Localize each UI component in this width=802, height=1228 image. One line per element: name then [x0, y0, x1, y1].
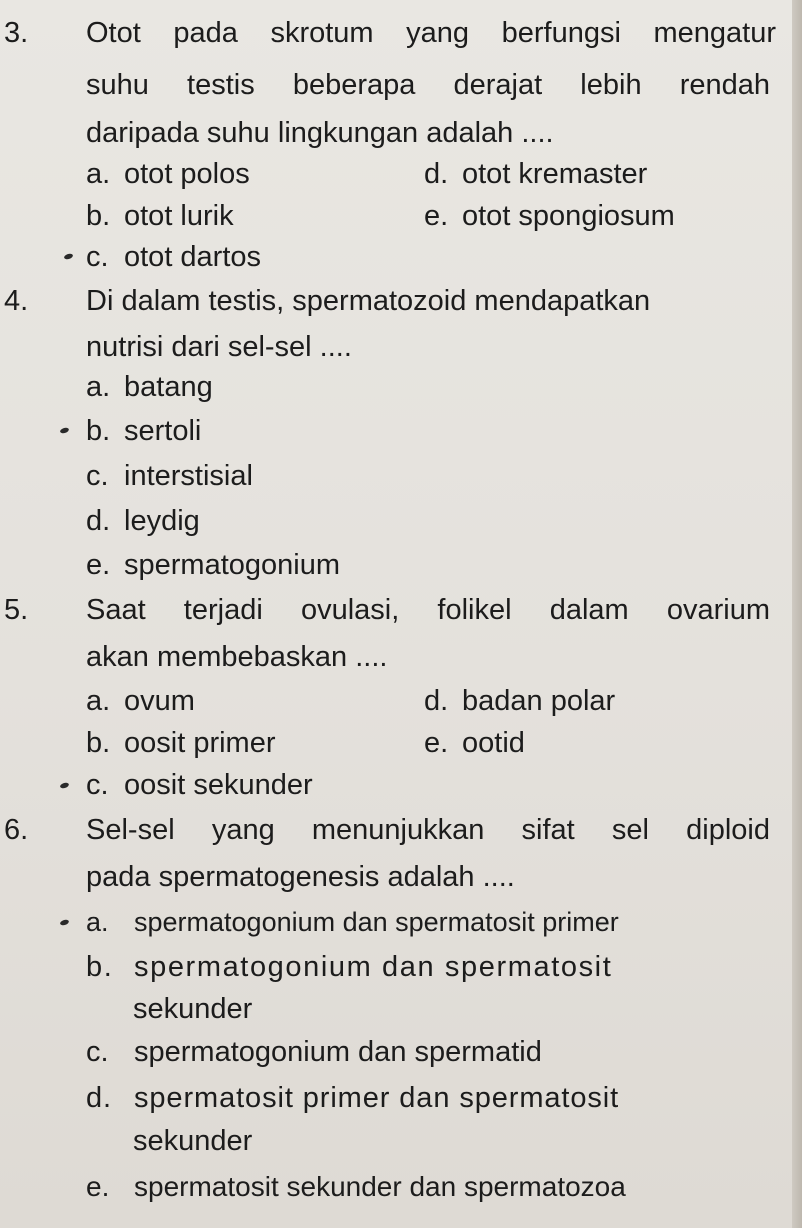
option-text: spermatogonium dan spermatid [134, 1036, 542, 1068]
question-4-option-a[interactable] [86, 370, 213, 404]
option-text: otot polos [124, 158, 250, 190]
option-text: otot spongiosum [462, 200, 675, 232]
option-letter: c. [86, 1036, 109, 1068]
option-text: sertoli [124, 415, 202, 447]
option-letter: a. [86, 371, 111, 403]
question-5-option-e[interactable] [424, 726, 525, 760]
option-text: spermatosit sekunder dan spermatozoa [134, 1171, 626, 1202]
option-text: otot dartos [124, 241, 262, 273]
option-text: spermatosit primer dan spermatosit [134, 1082, 620, 1114]
question-4-option-b[interactable] [86, 414, 201, 448]
question-5-option-a[interactable] [86, 684, 195, 718]
question-6-line-1: Sel-sel yang menunjukkan sifat sel diploid [86, 814, 770, 846]
option-text: otot lurik [124, 200, 234, 232]
question-5-option-c[interactable] [86, 768, 313, 802]
option-text: interstisial [124, 460, 253, 492]
question-5-line-1: Saat terjadi ovulasi, folikel dalam ovarium [86, 594, 770, 626]
answer-mark [59, 427, 69, 435]
option-letter: d. [86, 1082, 112, 1114]
question-6-line-2: pada spermatogenesis adalah .... [86, 861, 515, 893]
option-letter: a. [86, 685, 111, 717]
answer-mark [59, 919, 69, 927]
question-3-line-2: suhu testis beberapa derajat lebih rendah [86, 69, 770, 101]
question-4-option-e[interactable] [86, 548, 340, 582]
option-text: spermatogonium dan spermatosit [134, 951, 613, 983]
option-letter: e. [424, 200, 449, 232]
question-5-option-b[interactable] [86, 726, 276, 760]
option-text: badan polar [462, 685, 616, 717]
question-3-option-c[interactable] [86, 240, 261, 274]
option-text: oosit primer [124, 727, 276, 759]
question-6-option-e[interactable] [86, 1170, 626, 1204]
option-text: batang [124, 371, 213, 403]
page-edge-shadow [792, 0, 802, 1228]
option-text: ootid [462, 727, 525, 759]
question-6-option-c[interactable] [86, 1035, 542, 1069]
question-4-option-c[interactable] [86, 459, 253, 493]
question-6-option-a[interactable] [86, 905, 619, 939]
option-text: oosit sekunder [124, 769, 313, 801]
option-text: spermatogonium [124, 549, 340, 581]
option-letter: e. [86, 1171, 110, 1202]
option-letter: c. [86, 460, 109, 492]
answer-mark [59, 782, 69, 790]
question-6-option-d-continuation: sekunder [133, 1125, 253, 1157]
option-letter: c. [86, 769, 109, 801]
question-3-option-a[interactable] [86, 157, 250, 191]
question-4-line-1: Di dalam testis, spermatozoid mendapatkan [86, 285, 651, 317]
option-letter: b. [86, 415, 111, 447]
option-letter: b. [86, 200, 111, 232]
answer-mark [63, 253, 73, 261]
option-letter: a. [86, 158, 111, 190]
option-letter: d. [424, 685, 449, 717]
question-3-number: 3. [4, 17, 29, 49]
question-6-number: 6. [4, 814, 29, 846]
question-6-option-d[interactable] [86, 1081, 619, 1115]
option-letter: b. [86, 727, 111, 759]
option-letter: a. [86, 907, 109, 937]
option-text: leydig [124, 505, 200, 537]
question-6-option-b-continuation: sekunder [133, 993, 253, 1025]
option-letter: b. [86, 951, 114, 983]
question-4-line-2: nutrisi dari sel-sel .... [86, 331, 352, 363]
option-text: otot kremaster [462, 158, 648, 190]
question-3-option-b[interactable] [86, 199, 234, 233]
option-letter: d. [424, 158, 449, 190]
question-4-option-d[interactable] [86, 504, 200, 538]
question-3-option-e[interactable] [424, 199, 675, 233]
question-5-option-d[interactable] [424, 684, 615, 718]
option-text: ovum [124, 685, 195, 717]
question-3-option-d[interactable] [424, 157, 647, 191]
question-5-number: 5. [4, 594, 29, 626]
question-4-number: 4. [4, 285, 29, 317]
option-letter: e. [424, 727, 449, 759]
option-letter: c. [86, 241, 109, 273]
question-3-line-1: Otot pada skrotum yang berfungsi mengatur [86, 17, 776, 49]
option-letter: e. [86, 549, 111, 581]
question-6-option-b[interactable] [86, 950, 612, 984]
option-letter: d. [86, 505, 111, 537]
option-text: spermatogonium dan spermatosit primer [134, 907, 619, 937]
question-3-line-3: daripada suhu lingkungan adalah .... [86, 117, 554, 149]
question-5-line-2: akan membebaskan .... [86, 641, 388, 673]
